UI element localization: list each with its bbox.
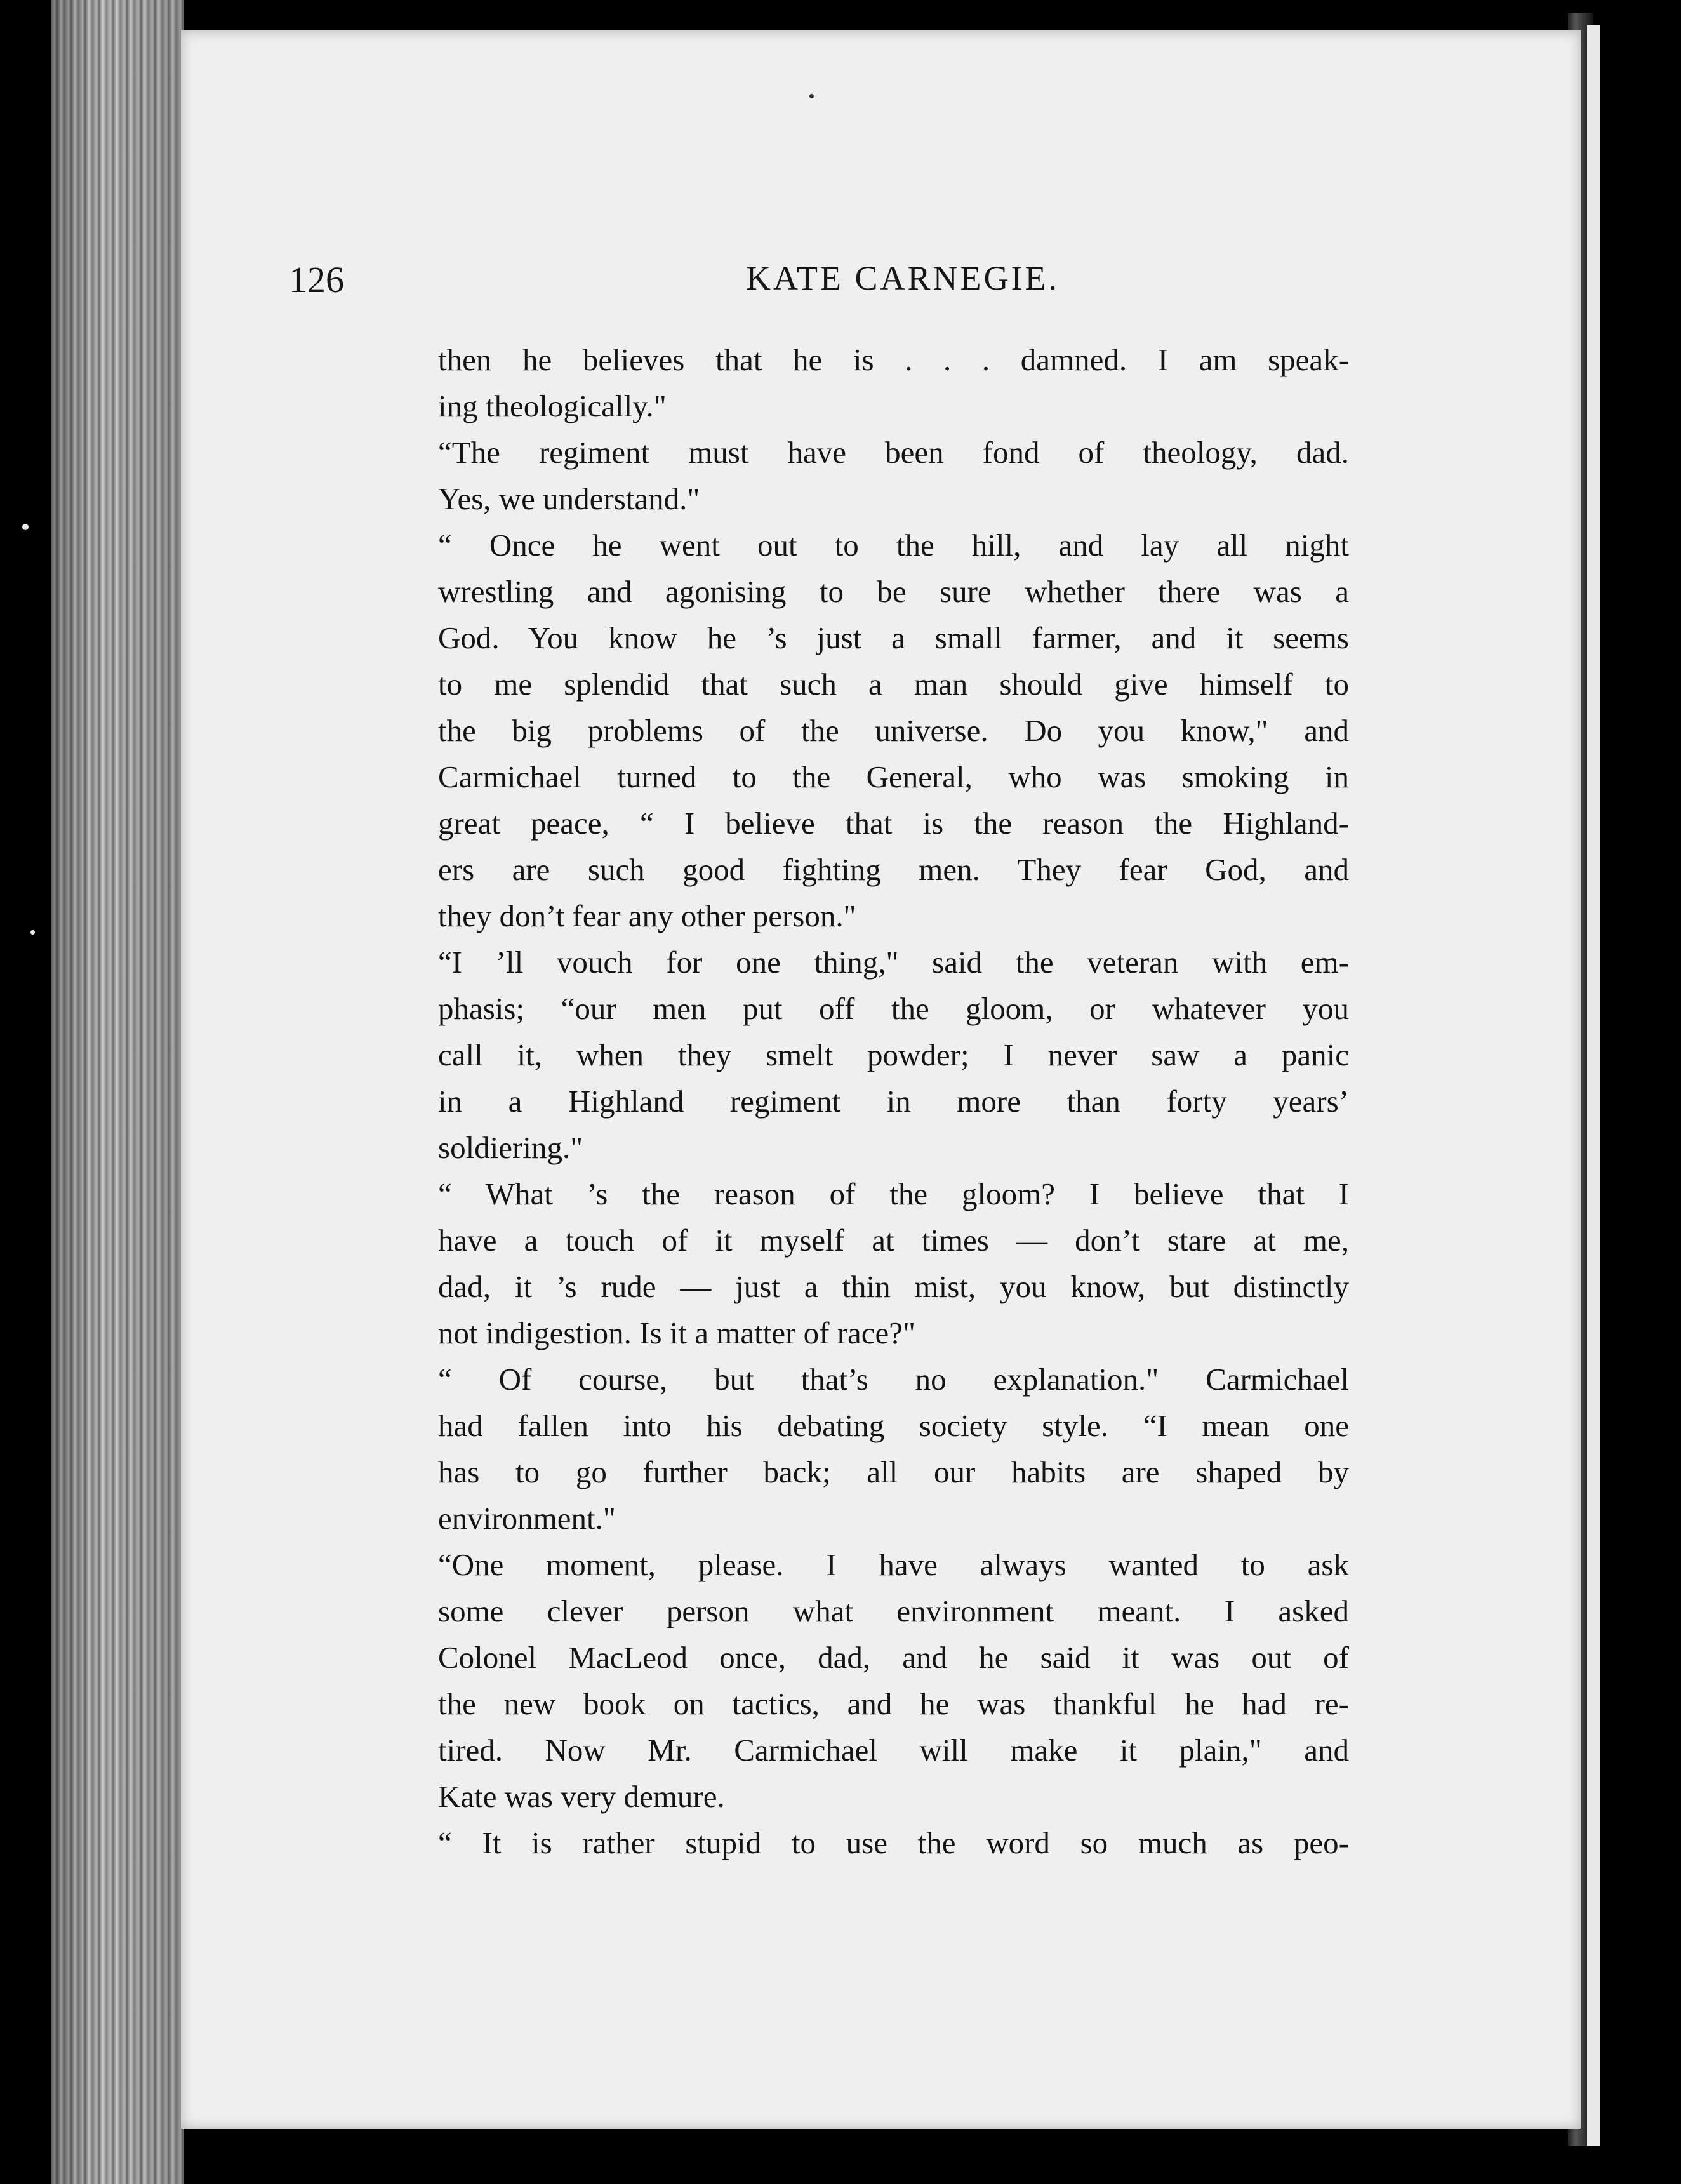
text-line: have a touch of it myself at times — don’t stare at me, bbox=[438, 1223, 1349, 1258]
page-number: 126 bbox=[289, 259, 344, 300]
text-line: had fallen into his debating society style. “I mean one bbox=[438, 1408, 1349, 1443]
text-line: phasis; “our men put off the gloom, or whatever you bbox=[438, 991, 1349, 1026]
text-line: not indigestion. Is it a matter of race?" bbox=[438, 1315, 916, 1350]
text-line: “I ’ll vouch for one thing," said the veteran with em- bbox=[438, 945, 1349, 980]
text-line: has to go further back; all our habits are shaped by bbox=[438, 1455, 1349, 1489]
text-line: environment." bbox=[438, 1501, 616, 1536]
text-line: to me splendid that such a man should give himself to bbox=[438, 667, 1349, 702]
text-line: “The regiment must have been fond of theology, dad. bbox=[438, 435, 1349, 470]
text-line: “ It is rather stupid to use the word so much as peo- bbox=[438, 1825, 1349, 1860]
text-line: ing theologically." bbox=[438, 389, 667, 423]
text-line: “ Once he went out to the hill, and lay all night bbox=[438, 528, 1349, 563]
text-line: call it, when they smelt powder; I never saw a panic bbox=[438, 1037, 1349, 1072]
text-line: dad, it ’s rude — just a thin mist, you know, but distinctly bbox=[438, 1269, 1349, 1304]
text-line: some clever person what environment meant. I asked bbox=[438, 1594, 1349, 1628]
running-title: KATE CARNEGIE. bbox=[746, 259, 1060, 297]
text-line: Carmichael turned to the General, who was smoking in bbox=[438, 759, 1349, 794]
text-line: wrestling and agonising to be sure whether there was a bbox=[438, 574, 1349, 609]
speck bbox=[30, 930, 35, 935]
text-line: the big problems of the universe. Do you know," and bbox=[438, 713, 1349, 748]
text-line: ers are such good fighting men. They fear God, and bbox=[438, 852, 1349, 887]
speck bbox=[22, 524, 29, 530]
text-line: soldiering." bbox=[438, 1130, 583, 1165]
text-line: tired. Now Mr. Carmichael will make it plain," and bbox=[438, 1733, 1349, 1768]
text-line: they don’t fear any other person." bbox=[438, 898, 856, 933]
text-line: God. You know he ’s just a small farmer, and it seems bbox=[438, 620, 1349, 655]
text-line: the new book on tactics, and he was thankful he had re- bbox=[438, 1686, 1349, 1721]
text-line: Yes, we understand." bbox=[438, 481, 700, 516]
text-line: “One moment, please. I have always wanted to ask bbox=[438, 1547, 1349, 1582]
text-line: then he believes that he is . . . damned. I am speak- bbox=[438, 342, 1349, 377]
text-line: great peace, “ I believe that is the reason the Highland- bbox=[438, 806, 1349, 841]
book-page-edges bbox=[51, 0, 184, 2184]
speck bbox=[809, 94, 814, 98]
text-line: “ What ’s the reason of the gloom? I believe that I bbox=[438, 1176, 1349, 1211]
text-line: Colonel MacLeod once, dad, and he said it was out of bbox=[438, 1640, 1349, 1675]
page-header bbox=[289, 251, 1482, 314]
text-line: Kate was very demure. bbox=[438, 1779, 725, 1814]
text-line: “ Of course, but that’s no explanation." Carmichael bbox=[438, 1362, 1349, 1397]
body-text bbox=[438, 336, 1349, 1866]
facing-page-edge bbox=[1587, 25, 1600, 2146]
text-line: in a Highland regiment in more than forty years’ bbox=[438, 1084, 1349, 1119]
